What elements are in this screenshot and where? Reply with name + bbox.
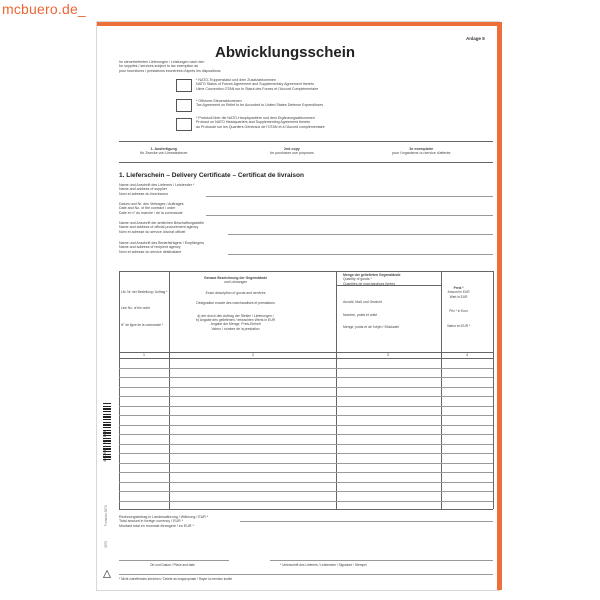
footer-line: Rechnungsbetrag in Landeswährung / Währung / EUR * — [119, 515, 209, 519]
column-number: 3 — [387, 353, 389, 357]
table-header-col4 — [447, 286, 470, 328]
table-top-border — [119, 271, 493, 272]
footer-total-line[interactable] — [240, 521, 493, 522]
item-code: 2870 — [104, 540, 108, 548]
page-title: Abwicklungsschein — [215, 44, 356, 61]
field-line: Name und Anschrift der amtlichen Beschaffungsstelle — [119, 221, 205, 225]
triangle-logo-icon — [103, 570, 111, 578]
field-line: Nom et adresse du service destinataire — [119, 249, 182, 254]
field-supplier-line[interactable] — [206, 196, 493, 197]
table-row-line[interactable] — [119, 406, 493, 407]
table-row-line[interactable] — [119, 415, 493, 416]
fine-print: * Nicht zutreffendes streichen / Delete as inappropriate / Rayer la mention inutile — [119, 577, 233, 581]
section-top-divider — [119, 162, 493, 163]
table-bottom-border — [119, 509, 493, 510]
table-row-line[interactable] — [119, 377, 493, 378]
option-line: * Offshore-Steuerabkommen — [196, 99, 242, 103]
signature-line-right[interactable] — [270, 560, 493, 561]
header-line: Line No. of the order — [121, 306, 151, 311]
option-checkbox-headquarters[interactable] — [176, 118, 192, 131]
header-line: Quantités de marchandises livrées — [343, 281, 396, 286]
footer-line: Montant total en monnaie étrangère / en EUR * — [119, 523, 194, 528]
section-title: 1. Lieferschein – Delivery Certificate – Certificat de livraison — [119, 172, 304, 179]
footer-total — [119, 515, 208, 528]
footer-line: Total amount in foreign currency / EUR * — [119, 519, 184, 524]
header-line: Preis * — [453, 286, 464, 290]
option-line: Protocol on NATO Headquarters and Supplementing Agreement thereto — [196, 120, 311, 125]
field-recipient-line[interactable] — [228, 254, 493, 255]
table-row-line[interactable] — [119, 453, 493, 454]
header-line: Valeur / nombre de la prestation — [211, 326, 260, 331]
copy-label: 2nd copy — [283, 147, 300, 151]
header-line: Valeur en EUR * — [447, 323, 471, 328]
table-number-row-bottom — [119, 358, 493, 359]
table-row-line[interactable] — [119, 434, 493, 435]
signature-line-left[interactable] — [119, 560, 229, 561]
table-row-line[interactable] — [119, 368, 493, 369]
table-row-line[interactable] — [119, 463, 493, 464]
copy-desc: pour l'organisme ou service d'attente — [392, 151, 451, 156]
orange-right-border — [497, 22, 502, 590]
field-line: Name und Anschrift des Bedarfsträgers / Empfängers — [119, 241, 205, 245]
header-line: Genaue Bezeichnung der Gegenstände — [203, 276, 268, 280]
watermark-text: mcbuero.de_ — [2, 1, 86, 17]
form-code: Formular 2870 — [104, 505, 108, 526]
field-contract — [119, 202, 184, 215]
table-header-col3 — [343, 273, 400, 329]
option-line: au Protocole sur les Quartiers Généraux de l'OTAN et à l'Accord complémentaire — [196, 124, 325, 129]
table-col-divider-1 — [169, 271, 170, 509]
column-number: 1 — [143, 353, 145, 357]
header-line: Désignation exacte des marchandises et prestations — [196, 301, 275, 306]
header-line: Quantity of goods * — [343, 277, 372, 282]
field-line: Name and address of official procurement agency — [119, 225, 199, 230]
table-row-line[interactable] — [119, 396, 493, 397]
header-line: Nombre, poids et unité — [343, 312, 378, 317]
header-line: b) Angabe des gelieferten / erbrachten Werts in EUR — [196, 318, 276, 323]
copy-label: 3e exemplaire — [409, 147, 434, 151]
table-header-bottom — [119, 352, 493, 353]
table-col-divider-2 — [336, 271, 337, 509]
header-line: Menge der gelieferten Gegenstände — [343, 273, 401, 277]
option-line: Tax Agreement on Relief to be Accorded to United States Defense Expenditures — [196, 103, 324, 108]
table-row-line[interactable] — [119, 425, 493, 426]
option-line: Ulme Convention OTAN sur le Statut des Forces et l'Accord Complémentaire — [196, 86, 319, 91]
table-header-col1 — [121, 290, 167, 327]
table-row-line[interactable] — [119, 472, 493, 473]
copy-label: 1. Ausfertigung — [150, 147, 177, 151]
copy-1 — [140, 147, 188, 156]
field-line: Nom et adresse du fournisseur — [119, 191, 169, 196]
option-line: * Protokoll über die NATO-Hauptquartiere und dem Ergänzungsabkommen — [196, 116, 315, 120]
header-line: Lfd. Nr. der Bestellung / Auftrag * — [121, 290, 168, 294]
header-line: und Leistungen — [223, 280, 248, 285]
signature-caption-right: * Unterschrift des Lieferers / Leistenden / Signature / Stempel — [280, 563, 367, 567]
intro-block — [119, 60, 221, 73]
field-line: Datum und Nr. des Vertrages / Auftrages — [119, 202, 184, 206]
option-text-headquarters — [196, 116, 325, 129]
table-row-line[interactable] — [119, 387, 493, 388]
intro-line: pour fournitures / prestations exonérées d'après les dispositions — [119, 68, 221, 73]
intro-line: for supplies / services subject to tax exemption as — [119, 64, 199, 69]
column-number: 2 — [252, 353, 254, 357]
field-line: Name and address of recipient agency — [119, 245, 181, 250]
fine-print-divider — [119, 574, 493, 575]
table-row-line[interactable] — [119, 444, 493, 445]
field-recipient — [119, 241, 204, 254]
header-line: a) der durch den Auftrag der Stellen / Lieferungen / — [197, 313, 274, 318]
copy-3 — [392, 147, 451, 156]
field-procurement — [119, 221, 204, 234]
option-line: * NATO-Truppenstatut und dem Zusatzabkommen — [196, 78, 276, 82]
table-right-border — [493, 271, 494, 509]
option-checkbox-offshore[interactable] — [176, 99, 192, 112]
field-line: Name und Anschrift des Lieferers / Leistender * — [119, 183, 195, 187]
header-line: Menge, poids et de l'objet / Stückzahl — [343, 325, 400, 330]
table-row-line[interactable] — [119, 491, 493, 492]
table-row-line[interactable] — [119, 501, 493, 502]
header-line: Wert in EUR — [449, 294, 468, 299]
field-line: Date et n° du marché / de la commande — [119, 210, 183, 215]
field-line: Date and No. of the contract / order — [119, 206, 176, 211]
barcode-number: 4 006871 237163 — [102, 430, 107, 462]
field-contract-line[interactable] — [206, 215, 493, 216]
anlage-label: Anlage 5 — [466, 36, 485, 41]
field-procurement-line[interactable] — [228, 234, 493, 235]
field-line: Nom et adresse du service d'achat officiel — [119, 229, 186, 234]
option-text-offshore — [196, 99, 323, 108]
option-line: NATO Status of Forces Agreement and Supplementary Agreement thereto — [196, 82, 314, 87]
signature-caption-left: Ort und Datum / Place and date — [150, 563, 195, 567]
header-line: Exact description of goods and services — [205, 290, 266, 295]
copies-divider — [119, 141, 493, 142]
copy-desc: für Zwecke von Umsatzsteuer — [140, 151, 188, 156]
table-col-divider-3 — [441, 271, 442, 509]
table-row-line[interactable] — [119, 482, 493, 483]
option-checkbox-nato[interactable] — [176, 79, 192, 92]
header-line: Anzahl, Maß und Gewicht — [343, 300, 382, 305]
field-supplier — [119, 183, 194, 196]
header-line: N° de ligne de la commande * — [121, 322, 164, 327]
orange-top-border — [97, 22, 501, 26]
header-line: Prix * in Euro — [449, 309, 468, 314]
field-line: Name and address of supplier — [119, 187, 167, 192]
copy-desc: for purchaser use purposes — [270, 151, 314, 156]
table-header-col2 — [196, 276, 275, 331]
header-line: Amount in EUR — [447, 290, 470, 295]
header-line: Angabe der Menge, Preis-Einheit — [210, 322, 261, 327]
intro-line: Im steuerbefreiten Lieferungen / Leistungen nach den — [119, 60, 205, 64]
copy-2 — [270, 147, 314, 156]
table-left-border — [119, 271, 120, 509]
column-number: 4 — [466, 353, 468, 357]
option-text-nato — [196, 78, 318, 91]
